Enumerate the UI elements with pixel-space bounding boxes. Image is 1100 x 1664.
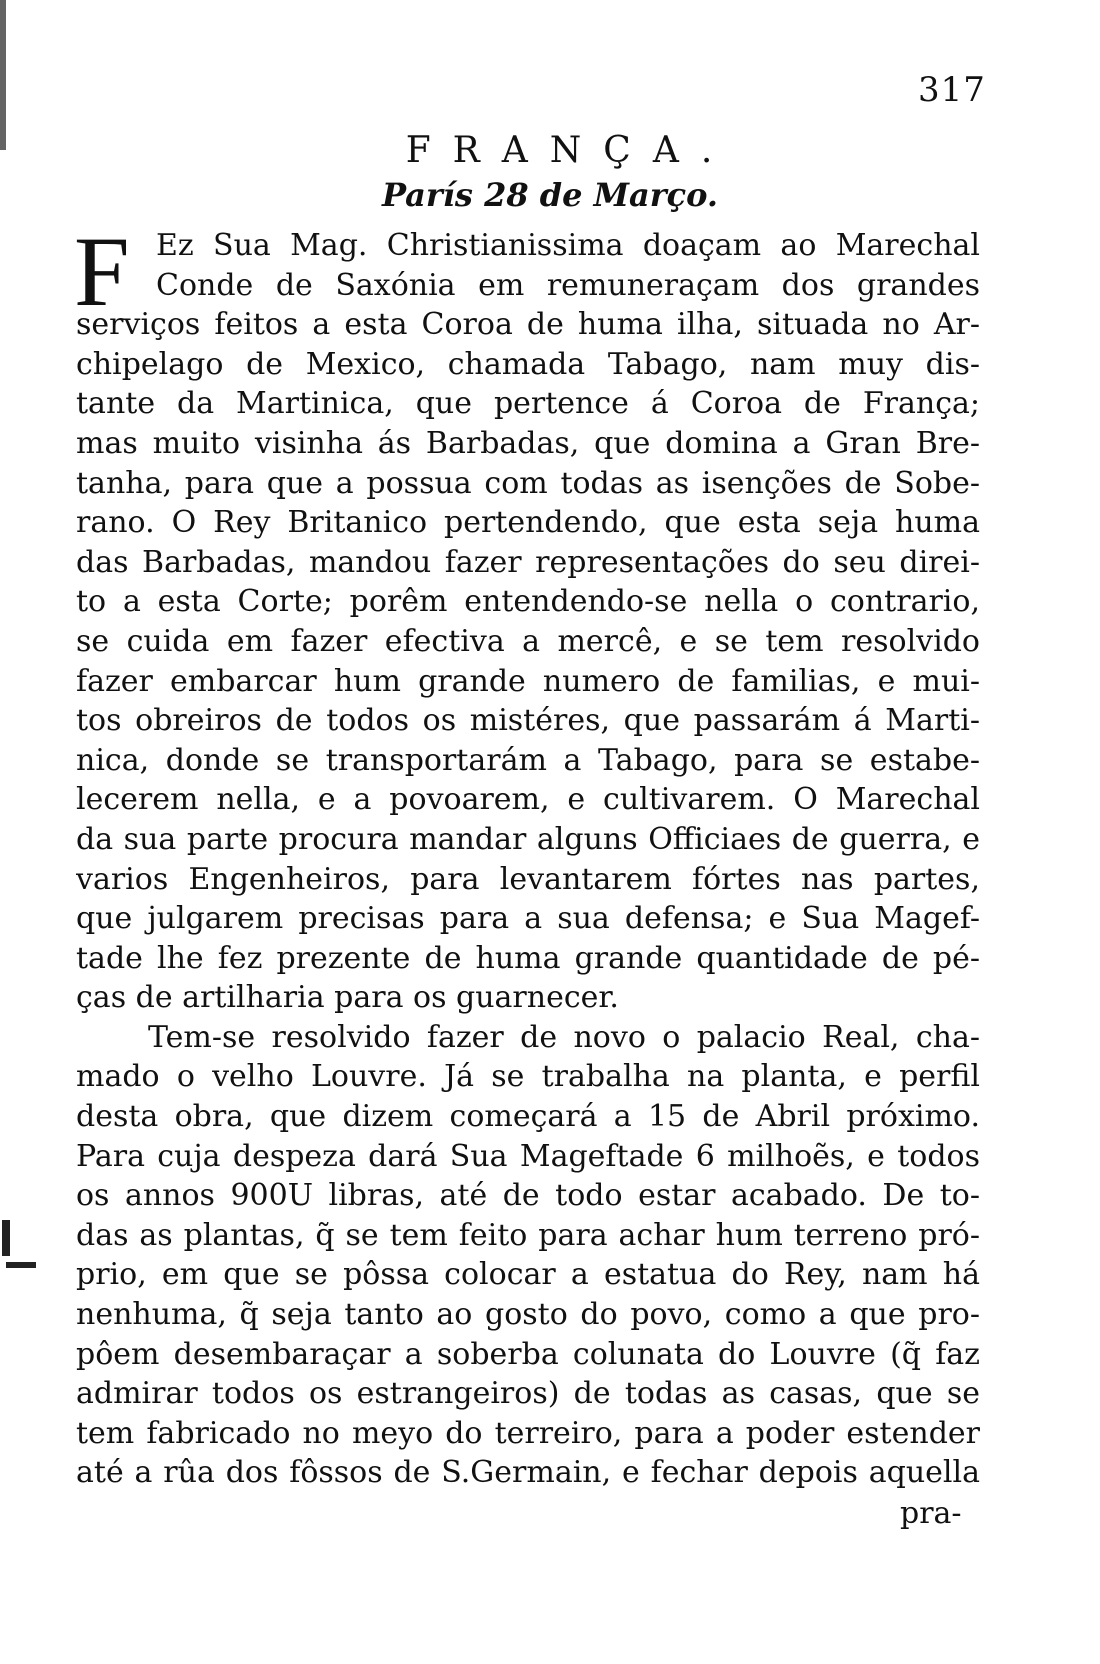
text-line: Para cuja despeza dará Sua Mageftade 6 milhoẽs, e todos — [76, 1138, 980, 1174]
text-line: Ez Sua Mag. Christianissima doaçam ao Marechal — [156, 228, 980, 263]
text-line: tanha, para que a possua com todas as isenções de Sobe- — [76, 465, 980, 501]
binding-edge-mark — [2, 1220, 10, 1256]
text-line: admirar todos os estrangeiros) de todas as casas, que se — [76, 1376, 980, 1412]
text-line: tos obreiros de todos os mistéres, que passarám á Marti- — [76, 703, 980, 739]
text-line: das Barbadas, mandou fazer representações do seu direi- — [76, 544, 980, 580]
text-line: das as plantas, q̃ se tem feito para achar hum terreno pró- — [76, 1217, 980, 1253]
text-line: serviços feitos a esta Coroa de huma ilha, situada no Ar- — [76, 307, 980, 343]
text-line: tante da Martinica, que pertence á Coroa de França; — [76, 386, 980, 422]
text-line: rano. O Rey Britanico pertendendo, que esta seja huma — [76, 505, 980, 541]
drop-cap: F — [74, 216, 130, 327]
text-line: nenhuma, q̃ seja tanto ao gosto do povo, como a que pro- — [76, 1297, 980, 1333]
text-line: mado o velho Louvre. Já se trabalha na planta, e perfil — [76, 1059, 980, 1095]
dateline: París 28 de Março. — [381, 176, 719, 214]
text-line: prio, em que se pôssa colocar a estatua do Rey, nam há — [76, 1257, 980, 1293]
text-line: tade lhe fez prezente de huma grande quantidade de pé- — [76, 940, 980, 976]
text-line: da sua parte procura mandar alguns Officiaes de guerra, e — [76, 821, 980, 857]
text-line: tem fabricado no meyo do terreiro, para a poder estender — [76, 1415, 980, 1451]
body-text — [76, 226, 980, 1493]
text-line: até a rûa dos fôssos de S.Germain, e fechar depois aquella — [76, 1455, 980, 1491]
text-line: desta obra, que dizem começará a 15 de Abril próximo. — [76, 1099, 980, 1135]
catchword: pra- — [900, 1496, 962, 1531]
text-line: lecerem nella, e a povoarem, e cultivarem. O Marechal — [76, 782, 980, 818]
text-line: varios Engenheiros, para levantarem fórtes nas partes, — [76, 861, 980, 897]
text-line: que julgarem precisas para a sua defensa; e Sua Magef- — [76, 901, 980, 937]
text-line: ças de artilharia para os guarnecer. — [76, 980, 619, 1016]
text-line: fazer embarcar hum grande numero de familias, e mui- — [76, 663, 980, 699]
text-line: chipelago de Mexico, chamada Tabago, nam muy dis- — [76, 346, 980, 382]
page-number: 317 — [918, 70, 986, 110]
text-line: to a esta Corte; porêm entendendo-se nella o contrario, — [76, 584, 980, 620]
text-line: Conde de Saxónia em remuneraçam dos grandes — [156, 267, 980, 303]
binding-edge-mark — [6, 1262, 36, 1268]
text-line: os annos 900U libras, até de todo estar acabado. De to- — [76, 1178, 980, 1214]
binding-edge-mark — [0, 0, 6, 150]
text-line: pôem desembaraçar a soberba colunata do Louvre (q̃ faz — [76, 1336, 980, 1372]
section-title: FRANÇA. — [405, 130, 735, 171]
text-line: mas muito visinha ás Barbadas, que domina a Gran Bre- — [76, 425, 980, 461]
text-line: Tem-se resolvido fazer de novo o palacio Real, cha- — [148, 1019, 980, 1055]
text-line: nica, donde se transportarám a Tabago, para se estabe- — [76, 742, 980, 778]
text-line: se cuida em fazer efectiva a mercê, e se tem resolvido — [76, 623, 980, 659]
